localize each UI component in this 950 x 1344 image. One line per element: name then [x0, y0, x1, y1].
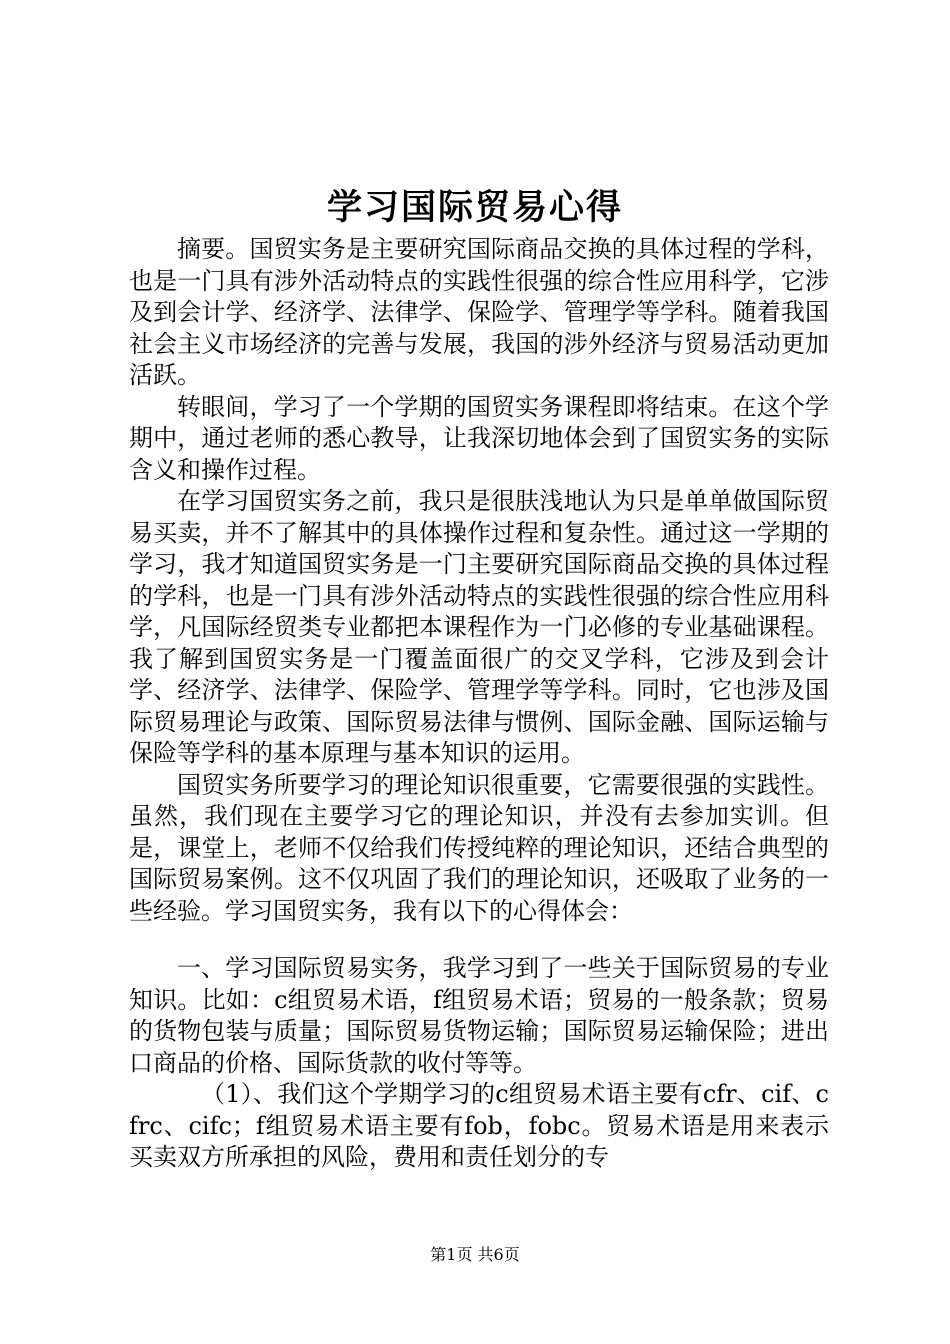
paragraph-point-one: 一、学习国际贸易实务，我学习到了一些关于国际贸易的专业知识。比如：c组贸易术语，f组贸易术语；贸易的一般条款；贸易的货物包装与质量；国际贸易货物运输；国际贸易运输保险；进出口商品的价格、国际货款的收付等等。 — [129, 954, 829, 1077]
document-body — [129, 234, 829, 1174]
paragraph-sub-point-one: （1）、我们这个学期学习的c组贸易术语主要有cfr、cif、cfrc、cifc；f组贸易术语主要有fob，fobc。贸易术语是用来表示买卖双方所承担的风险，费用和责任划分的专 — [129, 1080, 829, 1171]
paragraph-abstract: 摘要。国贸实务是主要研究国际商品交换的具体过程的学科，也是一门具有涉外活动特点的实践性很强的综合性应用科学，它涉及到会计学、经济学、法律学、保险学、管理学等学科。随着我国社会主义市场经济的完善与发展，我国的涉外经济与贸易活动更加活跃。 — [129, 235, 829, 389]
paragraph-spacer — [129, 927, 829, 953]
page-number: 第1页 共6页 — [430, 1245, 520, 1264]
paragraph-before-study: 在学习国贸实务之前，我只是很肤浅地认为只是单单做国际贸易买卖，并不了解其中的具体操作过程和复杂性。通过这一学期的学习，我才知道国贸实务是一门主要研究国际商品交换的具体过程的学科，也是一门具有涉外活动特点的实践性很强的综合性应用科学，凡国际经贸类专业都把本课程作为一门必修的专业基础课程。我了解到国贸实务是一门覆盖面很广的交叉学科，它涉及到会计学、经济学、法律学、保险学、管理学等学科。同时，它也涉及国际贸易理论与政策、国际贸易法律与惯例、国际金融、国际运输与保险等学科的基本原理与基本知识的运用。 — [129, 487, 829, 767]
paragraph-intro: 转眼间，学习了一个学期的国贸实务课程即将结束。在这个学期中，通过老师的悉心教导，让我深切地体会到了国贸实务的实际含义和操作过程。 — [129, 392, 829, 484]
paragraph-theory: 国贸实务所要学习的理论知识很重要，它需要很强的实践性。虽然，我们现在主要学习它的理论知识，并没有去参加实训。但是，课堂上，老师不仅给我们传授纯粹的理论知识，还结合典型的国际贸易案例。这不仅巩固了我们的理论知识，还吸取了业务的一些经验。学习国贸实务，我有以下的心得体会： — [129, 770, 829, 925]
document-title: 学习国际贸易心得 — [326, 188, 623, 228]
